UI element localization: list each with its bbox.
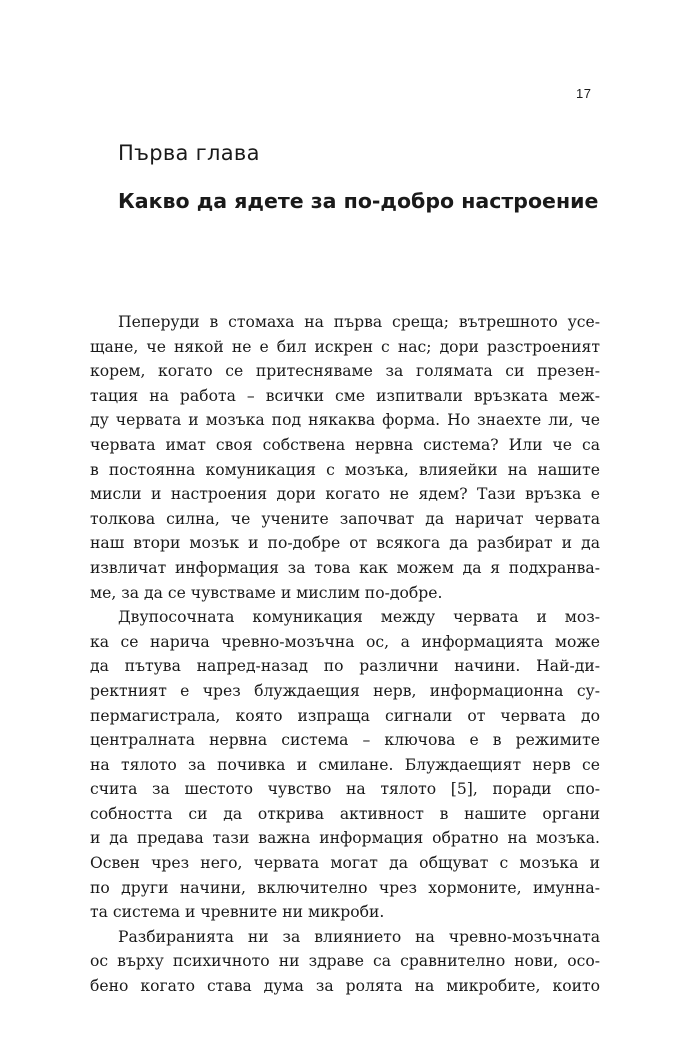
text-line: собността си да открива активност в нашите органи xyxy=(90,804,600,823)
chapter-title: Какво да ядете за по-добро настроение xyxy=(118,189,599,213)
paragraph xyxy=(90,925,600,999)
text-line: Пеперуди в стомаха на първа среща; вътрешното усе- xyxy=(118,313,600,331)
paragraph xyxy=(90,605,600,925)
text-line: ду червата и мозъка под някаква форма. Но знаехте ли, че xyxy=(90,411,600,430)
text-line: централната нервна система – ключова е в режимите xyxy=(90,731,600,750)
body-text xyxy=(90,310,600,999)
text-line: в постоянна комуникация с мозъка, влияейки на нашите xyxy=(90,460,600,479)
text-line: ректният е чрез блуждаещия нерв, информационна су- xyxy=(90,681,600,700)
text-line: толкова силна, че учените започват да наричат червата xyxy=(90,509,600,528)
text-line: червата имат своя собствена нервна система? Или че са xyxy=(90,435,600,454)
page-number: 17 xyxy=(576,86,592,101)
text-line: мисли и настроения дори когато не ядем? Тази връзка е xyxy=(90,485,600,504)
text-line: наш втори мозък и по-добре от всякога да разбират и да xyxy=(90,534,600,553)
text-line: и да предава тази важна информация обратно на мозъка. xyxy=(90,829,600,848)
text-line: пермагистрала, която изпраща сигнали от червата до xyxy=(90,706,600,725)
text-line: ос върху психичното ни здраве са сравнително нови, осо- xyxy=(90,952,600,971)
text-line: ка се нарича чревно-мозъчна ос, а информацията може xyxy=(90,632,600,651)
text-line: тация на работа – всички сме изпитвали връзката меж- xyxy=(90,386,600,405)
text-line: та система и чревните ни микроби. xyxy=(90,903,385,922)
text-line: корем, когато се притесняваме за голямата си презен- xyxy=(90,362,600,381)
text-line: ме, за да се чувстваме и мислим по-добре. xyxy=(90,583,443,602)
text-line: извличат информация за това как можем да я подхранва- xyxy=(90,558,600,577)
text-line: счита за шестото чувство на тялото [5], поради спо- xyxy=(90,780,600,799)
text-line: на тялото за почивка и смилане. Блуждаещият нерв се xyxy=(90,755,600,774)
text-line: Освен чрез него, червата могат да общуват с мозъка и xyxy=(90,854,600,873)
text-line: бено когато става дума за ролята на микробите, които xyxy=(90,977,600,996)
chapter-label: Първа глава xyxy=(118,141,260,165)
paragraph xyxy=(90,310,600,605)
text-line: да пътува напред-назад по различни начини. Най-ди- xyxy=(90,657,600,676)
text-line: Разбиранията ни за влиянието на чревно-мозъчната xyxy=(118,927,600,946)
text-line: по други начини, включително чрез хормоните, имунна- xyxy=(90,878,600,897)
text-line: щане, че някой не е бил искрен с нас; дори разстроеният xyxy=(90,337,600,356)
text-line: Двупосочната комуникация между червата и моз- xyxy=(118,608,600,627)
